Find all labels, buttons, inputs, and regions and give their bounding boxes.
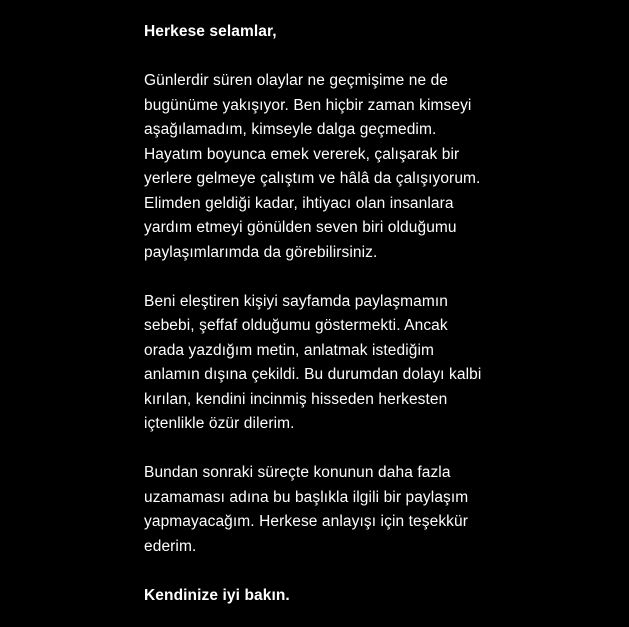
- paragraph-1-line: aşağılamadım, kimseyle dalga geçmedim.: [144, 121, 437, 138]
- paragraph-2-line: kırılan, kendini incinmiş hisseden herkesten: [144, 390, 448, 408]
- paragraph-2-line: orada yazdığım metin, anlatmak istediğim: [144, 341, 435, 359]
- paragraph-2-line: içtenlikle özür dilerim.: [144, 415, 295, 432]
- paragraph-3-line: uzamaması adına bu başlıkla ilgili bir paylaşım: [144, 488, 469, 506]
- paragraph-1-line: Günlerdir süren olaylar ne geçmişime ne de: [144, 72, 449, 89]
- paragraph-2-line: Beni eleştiren kişiyi sayfamda paylaşmamın: [144, 292, 448, 310]
- paragraph-1-line: yerlere gelmeye çalıştım ve hâlâ da çalışıyorum.: [144, 170, 481, 187]
- paragraph-1-line: bugünüme yakışıyor. Ben hiçbir zaman kimseyi: [144, 96, 472, 114]
- paragraph-1-line: paylaşımlarımda da görebilirsiniz.: [144, 243, 378, 261]
- paragraph-3-line: yapmayacağım. Herkese anlayışı için teşekkür: [144, 513, 469, 530]
- paragraph-3: [144, 461, 614, 559]
- closing-line: Kendinize iyi bakın.: [144, 586, 290, 604]
- paragraph-3-line: Bundan sonraki süreçte konunun daha fazla: [144, 464, 451, 481]
- paragraph-2: [144, 290, 614, 437]
- paragraph-1: [144, 69, 614, 265]
- greeting-line: Herkese selamlar,: [144, 23, 277, 40]
- paragraph-gap: [144, 265, 614, 290]
- paragraph-1-line: Elimden geldiği kadar, ihtiyacı olan insanlara: [144, 194, 454, 212]
- paragraph-gap: [144, 45, 614, 70]
- paragraph-2-line: sebebi, şeffaf olduğumu göstermekti. Ancak: [144, 317, 448, 334]
- paragraph-1-line: Hayatım boyunca emek vererek, çalışarak bir: [144, 145, 460, 163]
- paragraph-gap: [144, 437, 614, 462]
- statement-note: [144, 20, 614, 608]
- paragraph-gap: [144, 559, 614, 584]
- paragraph-1-line: yardım etmeyi gönülden seven biri olduğumu: [144, 219, 457, 236]
- paragraph-2-line: anlamın dışına çekildi. Bu durumdan dolayı kalbi: [144, 366, 482, 383]
- paragraph-3-line: ederim.: [144, 537, 197, 555]
